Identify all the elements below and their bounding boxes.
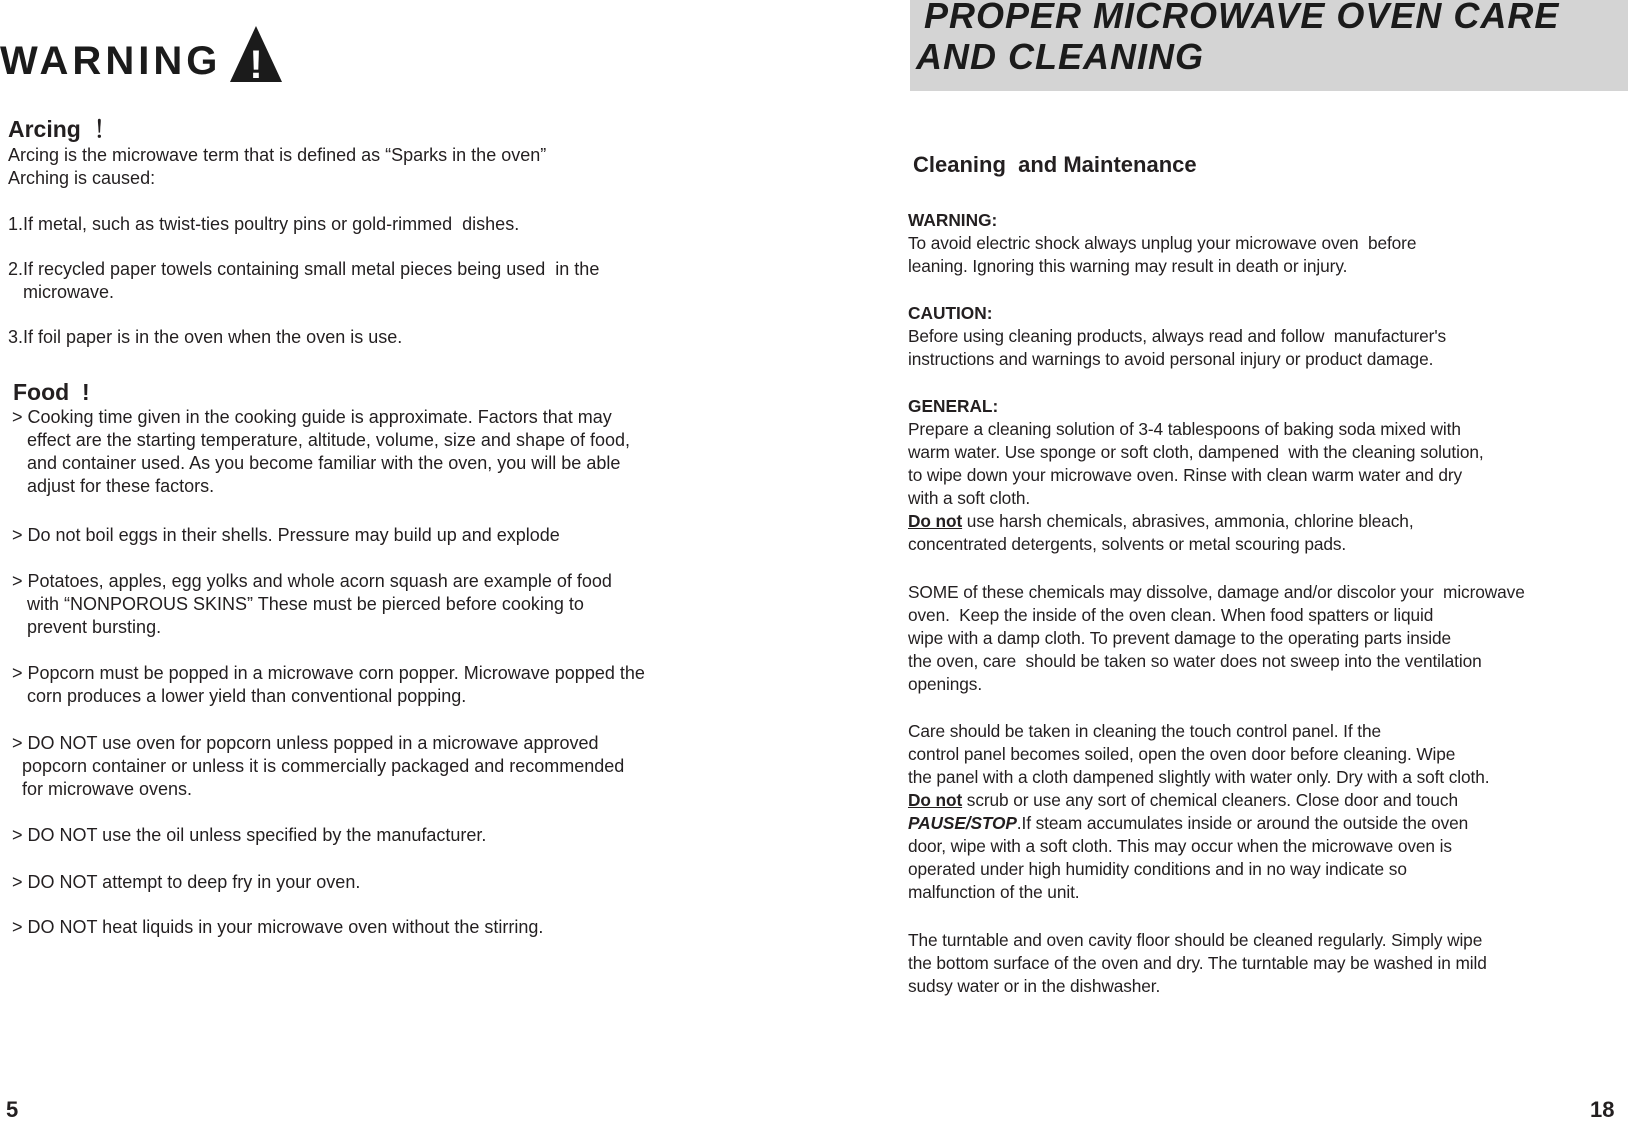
some-line: oven. Keep the inside of the oven clean. When food spatters or liquid — [908, 605, 1434, 625]
food-line: corn produces a lower yield than conventional popping. — [12, 686, 467, 706]
general-line: to wipe down your microwave oven. Rinse with clean warm water and dry — [908, 465, 1463, 485]
food-line: > DO NOT attempt to deep fry in your oven. — [12, 872, 361, 892]
food-line: prevent bursting. — [12, 617, 162, 637]
arcing-line: 1.If metal, such as twist-ties poultry pins or gold-rimmed dishes. — [8, 214, 520, 234]
food-line: > DO NOT heat liquids in your microwave oven without the stirring. — [12, 917, 544, 937]
general-line: with a soft cloth. — [908, 488, 1031, 508]
general-line: concentrated detergents, solvents or metal scouring pads. — [908, 534, 1347, 554]
food-line: > Cooking time given in the cooking guide is approximate. Factors that may — [12, 407, 612, 427]
food-line: > Do not boil eggs in their shells. Pressure may build up and explode — [12, 525, 560, 545]
general-label: GENERAL: — [908, 396, 999, 416]
caution-label: CAUTION: — [908, 303, 993, 323]
some-line: SOME of these chemicals may dissolve, damage and/or discolor your microwave — [908, 582, 1525, 602]
some-line: wipe with a damp cloth. To prevent damage to the operating parts inside — [908, 628, 1452, 648]
food-line: effect are the starting temperature, altitude, volume, size and shape of food, — [12, 430, 631, 450]
arcing-line: Arching is caused: — [8, 168, 156, 188]
warning-line: leaning. Ignoring this warning may result in death or injury. — [908, 256, 1348, 276]
warning-line: To avoid electric shock always unplug your microwave oven before — [908, 233, 1417, 253]
caution-line: instructions and warnings to avoid personal injury or product damage. — [908, 349, 1434, 369]
warning-title: WARNING — [0, 39, 222, 83]
warning-label: WARNING: — [908, 210, 998, 230]
care-line: control panel becomes soiled, open the oven door before cleaning. Wipe — [908, 744, 1456, 764]
do-not-emphasis: Do not — [908, 511, 963, 531]
food-line: > Popcorn must be popped in a microwave corn popper. Microwave popped the — [12, 663, 645, 683]
general-line: warm water. Use sponge or soft cloth, dampened with the cleaning solution, — [908, 442, 1484, 462]
caution-line: Before using cleaning products, always read and follow manufacturer's — [908, 326, 1447, 346]
food-heading: Food ! — [13, 379, 90, 405]
do-not-emphasis: Do not — [908, 790, 963, 810]
some-line: openings. — [908, 674, 983, 694]
food-line: with “NONPOROUS SKINS” These must be pierced before cooking to — [12, 594, 584, 614]
arcing-heading: Arcing ！ — [8, 116, 117, 142]
pause-line — [908, 812, 1468, 835]
pause-text: .If steam accumulates inside or around the outside the oven — [1016, 813, 1469, 833]
arcing-line: 3.If foil paper is in the oven when the oven is use. — [8, 327, 403, 347]
do-not-line — [908, 789, 1458, 812]
turntable-line: The turntable and oven cavity floor should be cleaned regularly. Simply wipe — [908, 930, 1483, 950]
care-line: operated under high humidity conditions and in no way indicate so — [908, 859, 1407, 879]
food-line: for microwave ovens. — [12, 779, 193, 799]
general-line: Prepare a cleaning solution of 3-4 tablespoons of baking soda mixed with — [908, 419, 1461, 439]
some-line: the oven, care should be taken so water does not sweep into the ventilation — [908, 651, 1482, 671]
warning-triangle-icon — [228, 24, 284, 84]
turntable-line: the bottom surface of the oven and dry. The turntable may be washed in mild — [908, 953, 1487, 973]
care-line: the panel with a cloth dampened slightly with water only. Dry with a soft cloth. — [908, 767, 1490, 787]
food-line: > Potatoes, apples, egg yolks and whole acorn squash are example of food — [12, 571, 612, 591]
warning-symbol: ! — [249, 43, 263, 84]
do-not-text: scrub or use any sort of chemical cleaners. Close door and touch — [962, 790, 1458, 810]
food-line: > DO NOT use the oil unless specified by the manufacturer. — [12, 825, 487, 845]
title-line-1: PROPER MICROWAVE OVEN CARE — [924, 0, 1560, 36]
title-line-2: AND CLEANING — [916, 36, 1204, 77]
food-line: and container used. As you become familiar with the oven, you will be able — [12, 453, 621, 473]
do-not-line — [908, 510, 1414, 533]
section-subtitle: Cleaning and Maintenance — [913, 152, 1197, 177]
page-number-right: 18 — [1590, 1097, 1615, 1122]
care-line: malfunction of the unit. — [908, 882, 1080, 902]
care-line: Care should be taken in cleaning the touch control panel. If the — [908, 721, 1381, 741]
food-line: popcorn container or unless it is commercially packaged and recommended — [12, 756, 625, 776]
page-number-left: 5 — [6, 1097, 19, 1122]
do-not-text: use harsh chemicals, abrasives, ammonia, chlorine bleach, — [962, 511, 1414, 531]
arcing-line: microwave. — [8, 282, 115, 302]
turntable-line: sudsy water or in the dishwasher. — [908, 976, 1161, 996]
arcing-line: Arcing is the microwave term that is defined as “Sparks in the oven” — [8, 145, 547, 165]
food-line: adjust for these factors. — [12, 476, 215, 496]
food-line: > DO NOT use oven for popcorn unless popped in a microwave approved — [12, 733, 599, 753]
title-banner — [910, 0, 1628, 91]
arcing-line: 2.If recycled paper towels containing small metal pieces being used in the — [8, 259, 600, 279]
care-line: door, wipe with a soft cloth. This may occur when the microwave oven is — [908, 836, 1452, 856]
pause-stop-emphasis: PAUSE/STOP — [908, 813, 1017, 833]
